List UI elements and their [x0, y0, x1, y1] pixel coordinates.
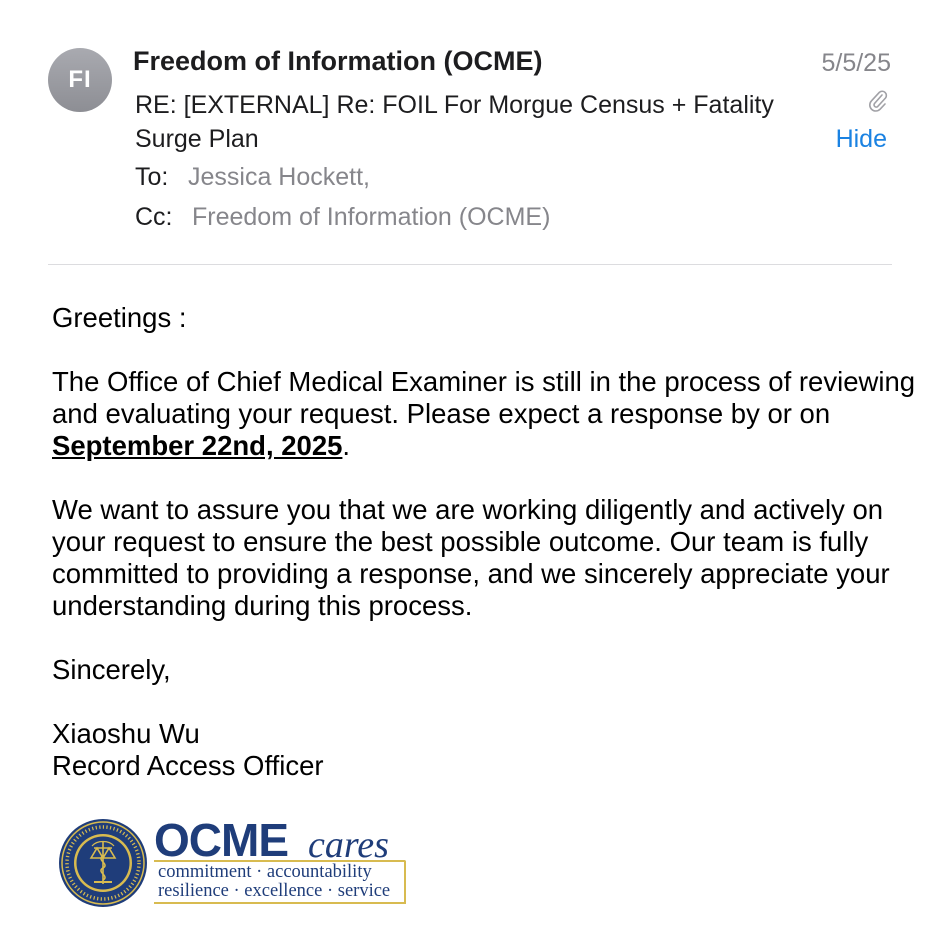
message-body	[52, 302, 932, 782]
tagline-line-2: resilience · excellence · service	[158, 881, 391, 901]
signature-title: Record Access Officer	[52, 750, 324, 781]
body-paragraph-1-end: .	[342, 430, 351, 461]
response-deadline: September 22nd, 2025	[52, 430, 343, 461]
ocme-seal-icon	[58, 818, 148, 908]
body-paragraph-1-text: The Office of Chief Medical Examiner is still in the process of reviewing and evaluating your request. Please expect a response by or on	[52, 366, 916, 429]
tagline-line-1: commitment · accountability	[158, 862, 372, 882]
greeting: Greetings :	[52, 302, 187, 333]
paperclip-icon	[866, 88, 890, 114]
signature-name: Xiaoshu Wu	[52, 718, 200, 749]
avatar-initials: FI	[68, 66, 92, 93]
closing: Sincerely,	[52, 654, 171, 685]
to-label: To:	[135, 163, 169, 191]
sender-name[interactable]: Freedom of Information (OCME)	[133, 46, 543, 76]
cc-recipient[interactable]: Freedom of Information (OCME)	[192, 203, 551, 231]
message-date: 5/5/25	[821, 49, 891, 77]
signature	[52, 718, 932, 782]
hide-details-button[interactable]: Hide	[835, 125, 887, 153]
cc-row	[135, 202, 550, 232]
body-paragraph-2: We want to assure you that we are working diligently and actively on your request to ensure the best possible outcome. Our team is fully committed to providing a response, and we sincerely appreciate your understanding during this process.	[52, 494, 890, 621]
message-header	[0, 0, 952, 266]
cc-label: Cc:	[135, 203, 173, 231]
cares-wordmark: cares	[308, 824, 389, 866]
to-row	[135, 162, 370, 192]
message-subject: RE: [EXTERNAL] Re: FOIL For Morgue Census + Fatality Surge Plan	[135, 91, 774, 153]
ocme-wordmark: OCME	[154, 814, 288, 866]
header-divider	[48, 264, 892, 265]
ocme-cares-logo	[58, 815, 418, 910]
to-recipient[interactable]: Jessica Hockett,	[188, 163, 371, 191]
sender-avatar[interactable]	[48, 48, 112, 112]
body-paragraph-1	[52, 366, 932, 462]
